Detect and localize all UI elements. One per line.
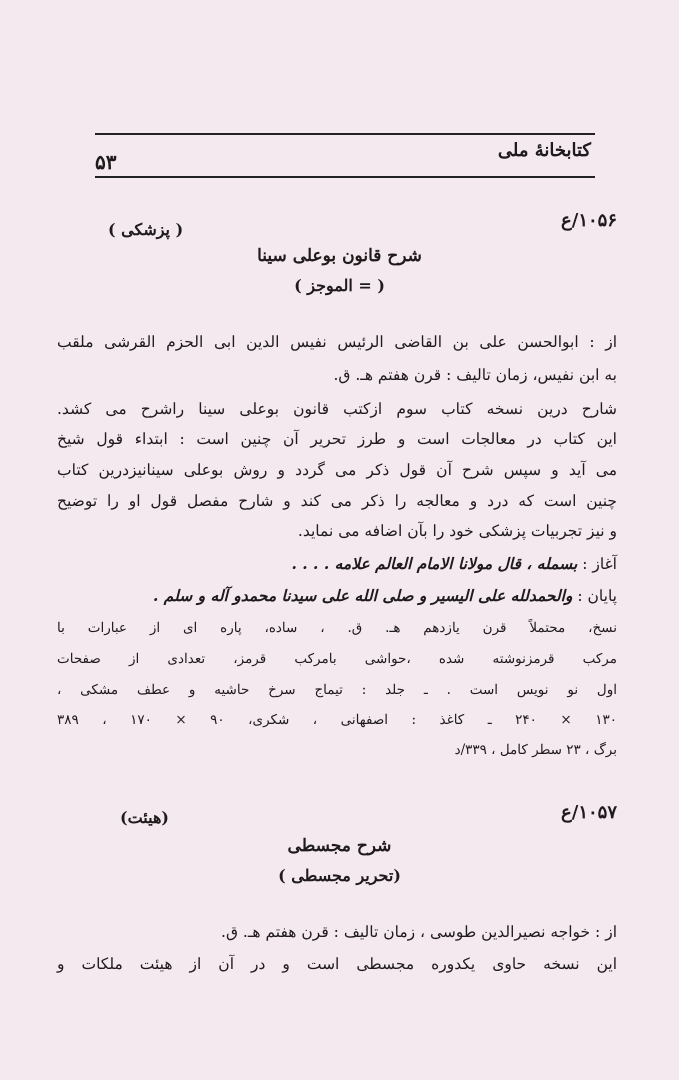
entry1-explicit xyxy=(57,588,617,605)
header-top-rule xyxy=(95,133,595,135)
incipit-text: بسمله ، قال مولانا الامام العالم علامه . . . . xyxy=(291,554,578,573)
entry2-subtitle: (تحریر مجسطی ) xyxy=(278,866,401,885)
entry2-author-line: از : خواجه نصیرالدین طوسی ، زمان تالیف : قرن هفتم هـ. ق. xyxy=(221,923,617,941)
entry2-code: ۱۰۵۷/ع xyxy=(561,802,617,823)
entry1-description-line: این کتاب در معالجات است و طرز تحریر آن چنین است : ابتداء قول شیخ xyxy=(57,430,617,448)
entry1-description-line: می آید و سپس شرح آن قول ذکر می گردد و روش بوعلی سینانیزدرین کتاب xyxy=(57,461,617,479)
entry1-title: شرح قانون بوعلی سینا xyxy=(257,246,422,266)
entry1-physical-line: ۱۳۰ × ۲۴۰ ـ کاغذ : اصفهانی ، شکری، ۹۰ × ۱۷۰ ، ۳۸۹ xyxy=(57,712,617,728)
entry1-incipit xyxy=(57,556,617,573)
entry1-category: ( پزشکی ) xyxy=(108,220,184,239)
entry1-physical-line: مرکب قرمزنوشته شده ،حواشی بامرکب قرمز، تعدادی از صفحات xyxy=(57,651,617,667)
entry1-physical-line: برگ ، ۲۳ سطر کامل ، ۳۳۹/د xyxy=(454,742,617,758)
entry2-description-line: این نسخه حاوی یکدوره مجسطی است و در آن از هیئت ملکات و xyxy=(57,955,617,973)
incipit-label: آغاز : xyxy=(582,555,617,573)
header-title: کتابخانهٔ ملی xyxy=(497,140,591,161)
entry2-category: (هیئت) xyxy=(120,808,169,827)
entry1-author-line: از : ابوالحسن علی بن القاضی الرئیس نفیس الدین ابی الحزم القرشی ملقب xyxy=(57,333,617,351)
entry1-author-line: به ابن نفیس، زمان تالیف : قرن هفتم هـ. ق. xyxy=(333,366,617,384)
page-number: ۵۳ xyxy=(95,150,117,174)
header-bottom-rule xyxy=(95,176,595,178)
entry1-subtitle: ( = الموجز ) xyxy=(294,276,385,295)
entry1-description-line: و نیز تجربیات پزشکی خود را بآن اضافه می نماید. xyxy=(297,522,617,540)
explicit-label: پایان : xyxy=(577,587,617,605)
entry1-physical-line: نسخ، محتملاً قرن یازدهم هـ. ق. ، ساده، پاره ای از عبارات با xyxy=(57,620,617,636)
explicit-text: والحمدلله علی الیسیر و صلی الله علی سیدنا محمدو آله و سلم . xyxy=(153,586,573,605)
entry1-description-line: شارح درین نسخه کتاب سوم ازکتب قانون بوعلی سینا راشرح می کشد. xyxy=(57,400,617,418)
entry1-physical-line: اول نو نویس است . ـ جلد : تیماج سرخ حاشیه و عطف مشکی ، xyxy=(57,682,617,698)
entry2-title: شرح مجسطی xyxy=(287,836,392,856)
entry1-description-line: چنین است که درد و معالجه را ذکر می کند و شارح مفصل قول او را توضیح xyxy=(57,492,617,510)
entry1-code: ۱۰۵۶/ع xyxy=(561,210,617,231)
